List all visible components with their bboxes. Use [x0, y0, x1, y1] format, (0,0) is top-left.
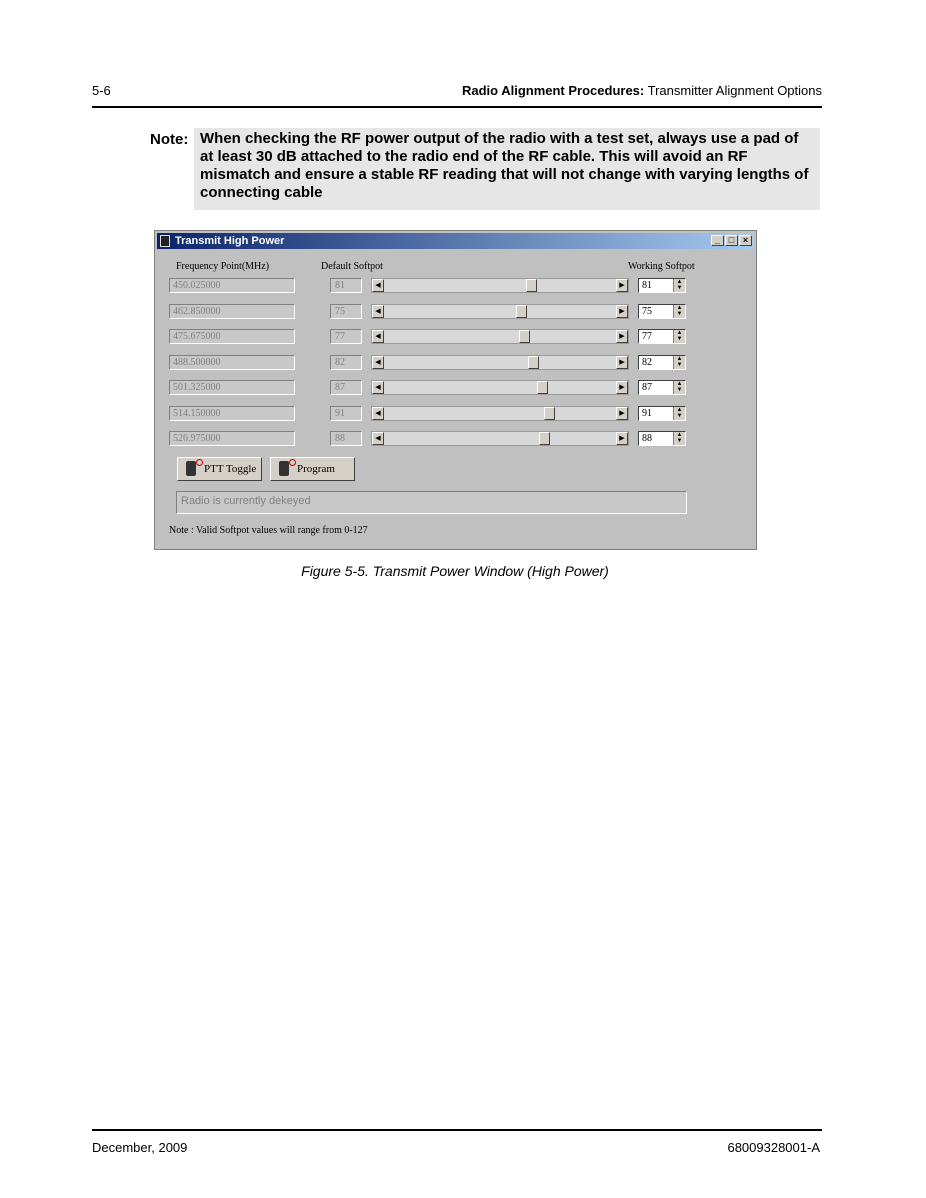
softpot-row: [155, 406, 756, 424]
frequency-field: 450.025000: [169, 278, 295, 293]
softpot-row: [155, 431, 756, 449]
softpot-row: [155, 329, 756, 347]
spinner-arrows-icon[interactable]: ▲ ▼: [673, 407, 685, 420]
radio-icon: [186, 461, 196, 476]
softpot-slider[interactable]: [371, 329, 629, 344]
working-softpot-spinner[interactable]: [638, 431, 686, 446]
spinner-arrows-icon[interactable]: ▲ ▼: [673, 432, 685, 445]
working-softpot-spinner[interactable]: [638, 406, 686, 421]
working-softpot-spinner[interactable]: [638, 380, 686, 395]
note-label: Note:: [150, 131, 189, 148]
default-softpot-field: 77: [330, 329, 362, 344]
softpot-slider[interactable]: [371, 278, 629, 293]
softpot-slider[interactable]: [371, 355, 629, 370]
slider-left-arrow-icon[interactable]: ◀: [372, 279, 384, 292]
program-label: Program: [297, 463, 335, 475]
softpot-row: [155, 278, 756, 296]
spinner-arrows-icon[interactable]: ▲ ▼: [673, 305, 685, 318]
working-softpot-value[interactable]: 81: [642, 280, 652, 291]
working-softpot-spinner[interactable]: [638, 355, 686, 370]
slider-left-arrow-icon[interactable]: ◀: [372, 407, 384, 420]
slider-thumb[interactable]: [519, 330, 530, 343]
slider-thumb[interactable]: [528, 356, 539, 369]
working-softpot-spinner[interactable]: [638, 278, 686, 293]
footer-rule: [92, 1129, 822, 1131]
working-softpot-value[interactable]: 87: [642, 382, 652, 393]
default-softpot-field: 88: [330, 431, 362, 446]
working-softpot-value[interactable]: 88: [642, 433, 652, 444]
frequency-field: 501.325000: [169, 380, 295, 395]
slider-right-arrow-icon[interactable]: ▶: [616, 381, 628, 394]
slider-left-arrow-icon[interactable]: ◀: [372, 330, 384, 343]
ptt-toggle-button[interactable]: [177, 457, 262, 481]
note-text: When checking the RF power output of the radio with a test set, always use a pad of at least 30 dB attached to the radio end of the RF cable. This will avoid an RF mismatch and ensure a stable RF reading that will not change with varying lengths of connecting cable: [194, 128, 820, 210]
softpot-row: [155, 304, 756, 322]
window-title: Transmit High Power: [175, 235, 285, 247]
radio-icon: [279, 461, 289, 476]
slider-right-arrow-icon[interactable]: ▶: [616, 279, 628, 292]
minimize-icon[interactable]: _: [711, 235, 724, 246]
section-title-bold: Radio Alignment Procedures:: [461, 83, 645, 98]
slider-right-arrow-icon[interactable]: ▶: [616, 432, 628, 445]
slider-thumb[interactable]: [516, 305, 527, 318]
section-title-rest: Transmitter Alignment Options: [644, 83, 822, 98]
slider-right-arrow-icon[interactable]: ▶: [616, 305, 628, 318]
frequency-field: 514.150000: [169, 406, 295, 421]
default-softpot-field: 81: [330, 278, 362, 293]
frequency-field: 462.850000: [169, 304, 295, 319]
softpot-row: [155, 355, 756, 373]
footer-date: December, 2009: [92, 1140, 188, 1155]
softpot-slider[interactable]: [371, 304, 629, 319]
frequency-field: 526.975000: [169, 431, 295, 446]
figure-caption: Figure 5-5. Transmit Power Window (High Power): [301, 563, 609, 579]
slider-left-arrow-icon[interactable]: ◀: [372, 432, 384, 445]
default-column-header: Default Softpot: [321, 261, 383, 272]
footer-doc-number: 68009328001-A: [727, 1140, 820, 1155]
slider-right-arrow-icon[interactable]: ▶: [616, 356, 628, 369]
page-number: 5-6: [92, 83, 111, 98]
working-column-header: Working Softpot: [628, 261, 695, 272]
default-softpot-field: 75: [330, 304, 362, 319]
slider-thumb[interactable]: [539, 432, 550, 445]
window-titlebar: [157, 233, 754, 249]
softpot-slider[interactable]: [371, 406, 629, 421]
working-softpot-value[interactable]: 75: [642, 305, 652, 317]
slider-right-arrow-icon[interactable]: ▶: [616, 330, 628, 343]
maximize-icon[interactable]: □: [725, 235, 738, 246]
working-softpot-spinner[interactable]: [638, 329, 686, 344]
softpot-row: [155, 380, 756, 398]
spinner-arrows-icon[interactable]: ▲ ▼: [673, 279, 685, 292]
close-icon[interactable]: ×: [739, 235, 752, 246]
frequency-field: 488.500000: [169, 355, 295, 370]
slider-thumb[interactable]: [544, 407, 555, 420]
header-rule: [92, 106, 822, 108]
transmit-window: [154, 230, 757, 550]
slider-right-arrow-icon[interactable]: ▶: [616, 407, 628, 420]
range-note: Note : Valid Softpot values will range from 0-127: [169, 525, 368, 536]
radio-icon: [160, 235, 170, 247]
frequency-column-header: Frequency Point(MHz): [176, 261, 270, 272]
frequency-field: 475.675000: [169, 329, 295, 344]
default-softpot-field: 87: [330, 380, 362, 395]
slider-left-arrow-icon[interactable]: ◀: [372, 305, 384, 318]
spinner-arrows-icon[interactable]: ▲ ▼: [673, 330, 685, 343]
softpot-slider[interactable]: [371, 380, 629, 395]
slider-thumb[interactable]: [537, 381, 548, 394]
slider-left-arrow-icon[interactable]: ◀: [372, 356, 384, 369]
slider-left-arrow-icon[interactable]: ◀: [372, 381, 384, 394]
working-softpot-value[interactable]: 82: [642, 356, 652, 368]
spinner-arrows-icon[interactable]: ▲ ▼: [673, 356, 685, 369]
slider-thumb[interactable]: [526, 279, 537, 292]
default-softpot-field: 82: [330, 355, 362, 370]
status-field: Radio is currently dekeyed: [176, 491, 687, 514]
ptt-toggle-label: PTT Toggle: [204, 463, 257, 475]
working-softpot-value[interactable]: 77: [642, 331, 652, 342]
spinner-arrows-icon[interactable]: ▲ ▼: [673, 381, 685, 394]
program-button[interactable]: [270, 457, 355, 481]
section-title: [462, 83, 822, 98]
working-softpot-spinner[interactable]: [638, 304, 686, 319]
softpot-slider[interactable]: [371, 431, 629, 446]
working-softpot-value[interactable]: 91: [642, 407, 652, 419]
default-softpot-field: 91: [330, 406, 362, 421]
